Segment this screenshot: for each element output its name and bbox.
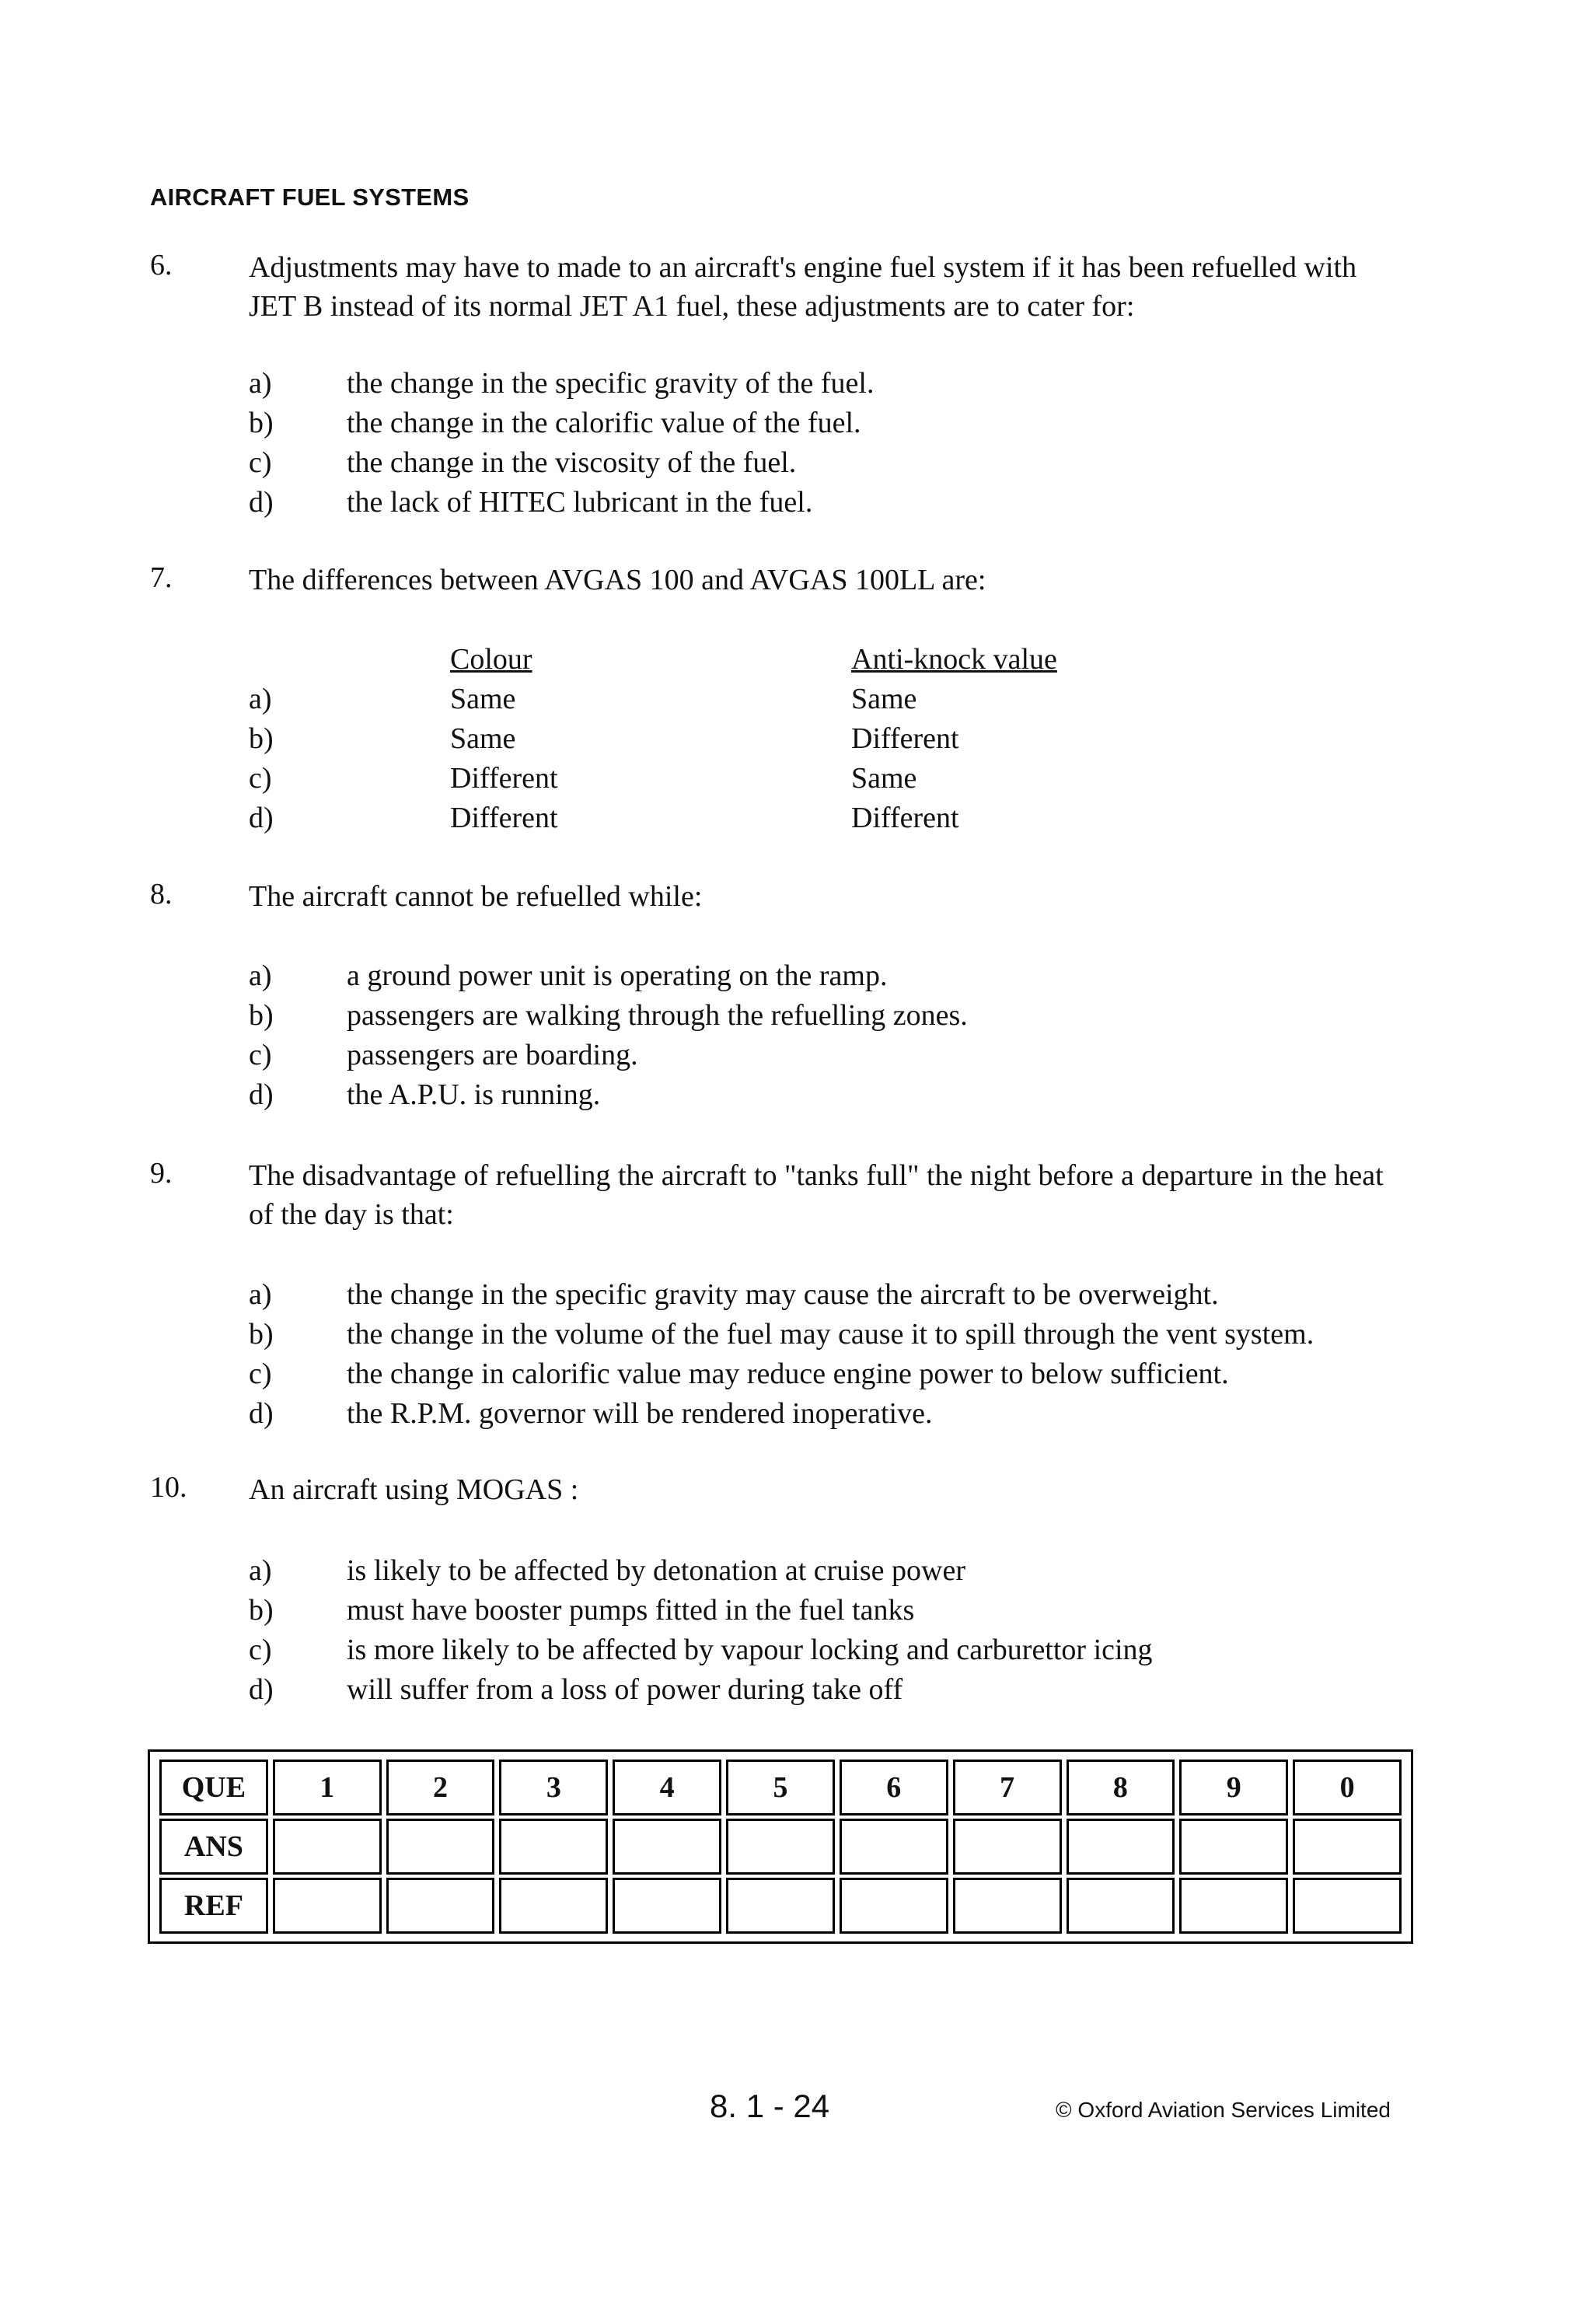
option-label: c) [249, 1634, 272, 1666]
grid-answer-cell [726, 1819, 835, 1875]
option-label: d) [249, 1397, 274, 1430]
grid-answer-cell [953, 1878, 1062, 1934]
grid-answer-cell [613, 1878, 721, 1934]
cell-colour: Different [450, 802, 558, 834]
question-number: 6. [150, 249, 173, 281]
grid-column-number: 7 [953, 1760, 1062, 1816]
grid-column-number: 3 [499, 1760, 608, 1816]
answer-grid-table [155, 1756, 1406, 1937]
question-text-line: JET B instead of its normal JET A1 fuel, these adjustments are to cater for: [249, 290, 1135, 323]
option-text: the lack of HITEC lubricant in the fuel. [347, 486, 813, 519]
option-label: c) [249, 1039, 272, 1071]
grid-column-number: 9 [1179, 1760, 1288, 1816]
grid-column-number: 8 [1067, 1760, 1175, 1816]
grid-row-que [159, 1760, 1402, 1816]
grid-answer-cell [499, 1819, 608, 1875]
column-header-colour: Colour [450, 643, 532, 676]
grid-answer-cell [499, 1878, 608, 1934]
grid-column-number: 1 [273, 1760, 382, 1816]
column-header-anti-knock: Anti-knock value [851, 643, 1057, 676]
grid-answer-cell [1067, 1819, 1175, 1875]
question-text-line: of the day is that: [249, 1198, 454, 1231]
grid-answer-cell [840, 1878, 948, 1934]
question-number: 9. [150, 1157, 173, 1190]
cell-colour: Different [450, 762, 558, 795]
option-label: a) [249, 367, 272, 400]
grid-answer-cell [386, 1819, 495, 1875]
option-label: b) [249, 999, 274, 1032]
option-text: the change in calorific value may reduce engine power to below sufficient. [347, 1358, 1229, 1390]
grid-answer-cell [1293, 1878, 1402, 1934]
option-label: b) [249, 722, 274, 755]
option-text: passengers are boarding. [347, 1039, 638, 1071]
option-label: a) [249, 683, 272, 715]
option-label: d) [249, 486, 274, 519]
option-text: the change in the specific gravity may cause the aircraft to be overweight. [347, 1278, 1219, 1311]
option-label: b) [249, 1594, 274, 1627]
cell-anti-knock: Different [851, 802, 959, 834]
question-number: 8. [150, 878, 173, 910]
question-number: 10. [150, 1471, 187, 1504]
grid-column-number: 4 [613, 1760, 721, 1816]
option-text: is more likely to be affected by vapour locking and carburettor icing [347, 1634, 1153, 1666]
copyright-notice: © Oxford Aviation Services Limited [1056, 2098, 1391, 2122]
option-text: passengers are walking through the refuelling zones. [347, 999, 968, 1032]
option-label: a) [249, 1278, 272, 1311]
cell-anti-knock: Same [851, 683, 917, 715]
option-text: is likely to be affected by detonation at cruise power [347, 1554, 965, 1587]
option-label: b) [249, 407, 274, 439]
option-text: must have booster pumps fitted in the fuel tanks [347, 1594, 915, 1627]
grid-answer-cell [386, 1878, 495, 1934]
grid-column-number: 5 [726, 1760, 835, 1816]
grid-answer-cell [840, 1819, 948, 1875]
option-label: c) [249, 1358, 272, 1390]
grid-answer-cell [1293, 1819, 1402, 1875]
grid-answer-cell [1179, 1878, 1288, 1934]
grid-answer-cell [613, 1819, 721, 1875]
option-label: a) [249, 1554, 272, 1587]
grid-row-ans [159, 1819, 1402, 1875]
grid-column-number: 6 [840, 1760, 948, 1816]
option-text: the A.P.U. is running. [347, 1078, 601, 1111]
grid-answer-cell [953, 1819, 1062, 1875]
grid-row-label: QUE [159, 1760, 268, 1816]
option-label: c) [249, 762, 272, 795]
option-text: the change in the volume of the fuel may cause it to spill through the vent system. [347, 1318, 1314, 1351]
grid-column-number: 2 [386, 1760, 495, 1816]
cell-colour: Same [450, 683, 516, 715]
grid-row-ref [159, 1878, 1402, 1934]
option-label: a) [249, 959, 272, 992]
answer-grid [148, 1749, 1413, 1944]
grid-row-label: REF [159, 1878, 268, 1934]
option-text: will suffer from a loss of power during take off [347, 1673, 903, 1706]
grid-answer-cell [1067, 1878, 1175, 1934]
option-label: d) [249, 802, 274, 834]
grid-answer-cell [726, 1878, 835, 1934]
option-text: the R.P.M. governor will be rendered inoperative. [347, 1397, 933, 1430]
option-label: d) [249, 1673, 274, 1706]
question-text-line: The aircraft cannot be refuelled while: [249, 880, 703, 913]
grid-column-number: 0 [1293, 1760, 1402, 1816]
grid-answer-cell [273, 1878, 382, 1934]
option-text: the change in the specific gravity of the fuel. [347, 367, 875, 400]
cell-colour: Same [450, 722, 516, 755]
question-text-line: Adjustments may have to made to an aircraft's engine fuel system if it has been refuelled with [249, 251, 1357, 284]
grid-answer-cell [1179, 1819, 1288, 1875]
option-text: the change in the viscosity of the fuel. [347, 446, 797, 479]
option-label: c) [249, 446, 272, 479]
page-number: 8. 1 - 24 [710, 2088, 830, 2124]
cell-anti-knock: Same [851, 762, 917, 795]
option-text: the change in the calorific value of the fuel. [347, 407, 861, 439]
question-text-line: The differences between AVGAS 100 and AVGAS 100LL are: [249, 564, 986, 596]
question-text-line: An aircraft using MOGAS : [249, 1473, 579, 1506]
question-number: 7. [150, 561, 173, 594]
question-text-line: The disadvantage of refuelling the aircraft to "tanks full" the night before a departure in the heat [249, 1159, 1384, 1192]
page-heading: AIRCRAFT FUEL SYSTEMS [150, 183, 470, 211]
grid-answer-cell [273, 1819, 382, 1875]
grid-row-label: ANS [159, 1819, 268, 1875]
option-label: b) [249, 1318, 274, 1351]
cell-anti-knock: Different [851, 722, 959, 755]
option-label: d) [249, 1078, 274, 1111]
option-text: a ground power unit is operating on the ramp. [347, 959, 888, 992]
